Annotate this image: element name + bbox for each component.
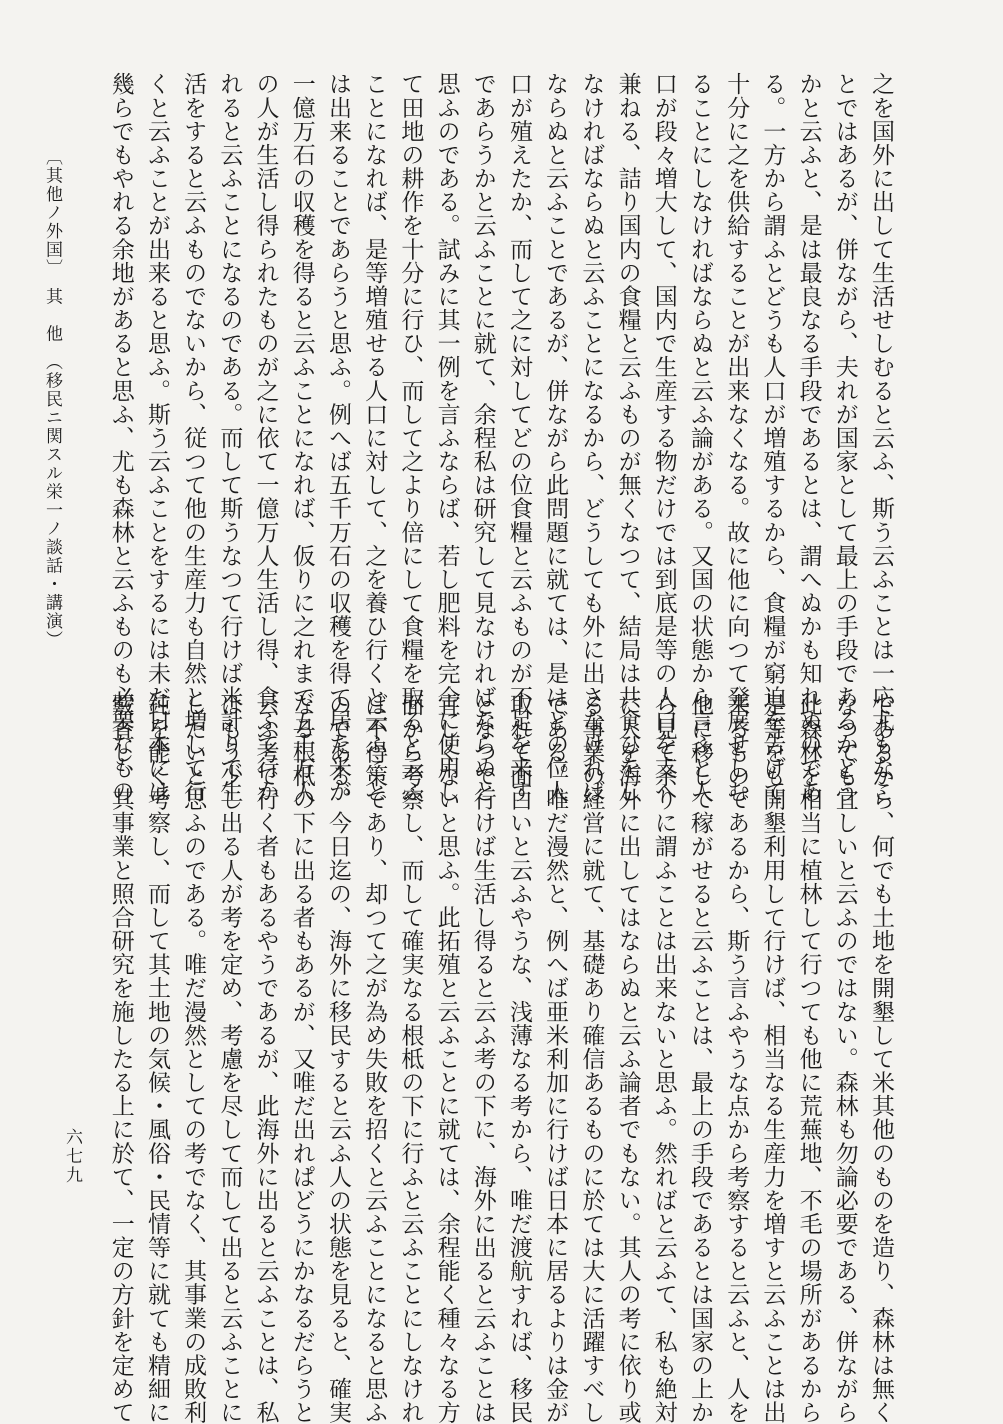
text-column: であらうかと云ふことに就て、余程私は研究して見なければならぬと bbox=[469, 72, 496, 803]
text-column: る。一方から謂ふとどうも人口が増殖するから、食糧が窮迫を告げて bbox=[759, 72, 786, 803]
text-column: れると云ふことになるのである。而して斯うなつて行けば米計りで生 bbox=[216, 72, 243, 803]
text-column: 此森林を相当に植林して行つても他に荒蕪地、不毛の場所があるから bbox=[795, 693, 822, 1424]
running-header: 〔其他ノ外国〕 其 他 （移民ニ関スル栄一ノ談話・講演） bbox=[42, 148, 62, 649]
text-column: であるから、何でも土地を開墾して米其他のものを造り、森林は無く bbox=[868, 693, 894, 1424]
text-column: 一億万石の収穫を得ると云ふことになれば、仮りに之れまで五千万人 bbox=[288, 72, 315, 803]
text-column: 活をすると云ふものでないから、従つて他の生産力も自然と増して行 bbox=[180, 72, 207, 803]
text-column: のである。今日迄の、海外に移民すると云ふ人の状態を見ると、確実 bbox=[324, 693, 351, 1424]
text-column: に人を海外に出してはならぬと云ふ論者でもない。其人の考に依り或 bbox=[614, 693, 641, 1424]
lower-text-block bbox=[107, 693, 899, 1424]
text-column: 幾らでもやれる余地があると思ふ、尤も森林と云ふものも必要なもの bbox=[107, 72, 134, 803]
text-column: ば不得策であり、却つて之が為め失敗を招くと云ふことになると思ふ bbox=[361, 693, 388, 1424]
text-column: 来るものであるから、斯う言ふやうな点から考察すると云ふと、人を bbox=[723, 693, 750, 1424]
text-column: 兼ねる、詰り国内の食糧と云ふものが無くなつて、結局は共食ひをし bbox=[614, 72, 641, 803]
text-column: である。唯だ漫然と、例へば亜米利加に行けば日本に居るよりは金が bbox=[542, 693, 569, 1424]
text-column: となつて行けば生活し得ると云ふ考の下に、海外に出ると云ふことは bbox=[469, 693, 496, 1424]
text-column: かと云ふと、是は最良なる手段であるとは、謂へぬかも知れぬのであ bbox=[795, 72, 822, 803]
text-column: 鈍を能く考察し、而して其土地の気候・風俗・民情等に就ても精細に bbox=[143, 693, 170, 1424]
text-column: 他に移して稼がせると云ふことは、最上の手段であるとは国家の上か bbox=[686, 693, 713, 1424]
text-column: とではあるが、併ながら、夫れが国家として最上の手段であるかどう bbox=[831, 72, 858, 803]
text-column: 是等をも開墾利用して行けば、相当なる生産力を増すと云ふことは出 bbox=[759, 693, 786, 1424]
text-column: はもう少し出る人が考を定め、考慮を尽して而して出ると云ふことに bbox=[216, 693, 243, 1424]
text-column: 云ふ考で行く者もあるやうであるが、此海外に出ると云ふことは、私 bbox=[252, 693, 279, 1424]
text-column: ら見て余りに謂ふことは出来ないと思ふ。然ればと云ふて、私も絶対 bbox=[650, 693, 677, 1424]
text-column: 口が段々増大して、国内で生産する物だけでは到底是等の人口を支へ bbox=[650, 72, 677, 803]
page-number: 六七九 bbox=[62, 1128, 82, 1185]
text-column: ことになれば、是等増殖せる人口に対して、之を養ひ行くと云ふこと bbox=[361, 72, 388, 803]
text-column: 口が殖えたか、而して之に対してどの位食糧と云ふものが不足を来す bbox=[505, 72, 532, 803]
text-column: くと云ふことが出来ると思ふ。斯う云ふことをするには未だ日本には bbox=[143, 72, 170, 803]
text-column: なければならぬと云ふことになるから、どうしても外に出さなければ bbox=[578, 72, 605, 803]
text-column: 十分に之を供給することが出来なくなる。故に他に向つて発展せしむ bbox=[723, 72, 750, 803]
text-column: 思ふのである。試みに其一例を言ふならば、若し肥料を完全に使用し bbox=[433, 72, 460, 803]
text-column: 之を国外に出して生活せしむると云ふ、斯う云ふことは一応尤もなこ bbox=[868, 72, 894, 803]
text-column: ることにしなければならぬと云ふ論がある。又国の状態から言ふと人 bbox=[686, 72, 713, 803]
text-column: したいと思ふのである。唯だ漫然としての考でなく、其事業の成敗利 bbox=[180, 693, 207, 1424]
text-column: の人が生活し得られたものが之に依て一億万人生活し得、食ふて行か bbox=[252, 72, 279, 803]
text-column: ならぬと云ふことであるが、併ながら此問題に就ては、是はどの位人 bbox=[542, 72, 569, 803]
text-column: 宜しくないと思ふ。此拓殖と云ふことに就ては、余程能く種々なる方 bbox=[433, 693, 460, 1424]
text-column: る事業の経営に就て、基礎あり確信あるものに於ては大に活躍すべし bbox=[578, 693, 605, 1424]
upper-text-block bbox=[107, 72, 899, 803]
text-column: なつても宜しいと云ふのではない。森林も勿論必要である、併ながら bbox=[831, 693, 858, 1424]
text-column: は出来ることであらうと思ふ。例へば五千万石の収穫を得て居た米が bbox=[324, 72, 351, 803]
text-column: 取れて面白いと云ふやうな、浅薄なる考から、唯だ渡航すれば、移民 bbox=[505, 693, 532, 1424]
text-column: て田地の耕作を十分に行ひ、而して之より倍にして食糧を取ると云ふ bbox=[397, 72, 424, 803]
text-column: 覈査し、其事業と照合研究を施したる上に於て、一定の方針を定めて bbox=[107, 693, 134, 1424]
text-column: 面から考察し、而して確実なる根柢の下に行ふと云ふことにしなけれ bbox=[397, 693, 424, 1424]
text-column: なる根柢の下に出る者もあるが、又唯だ出れぱどうにかなるだらうと bbox=[288, 693, 315, 1424]
